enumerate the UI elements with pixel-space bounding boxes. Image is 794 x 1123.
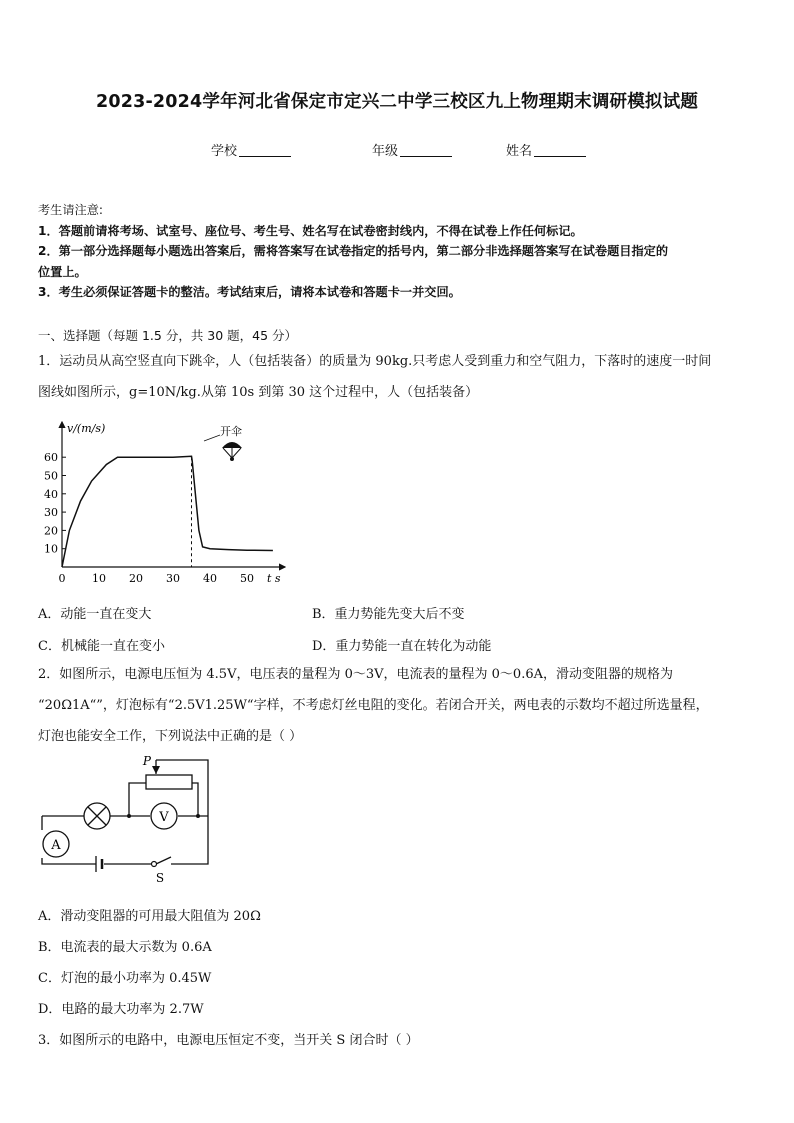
section-heading: 一、选择题（每题 1.5 分，共 30 题，45 分） (38, 328, 298, 343)
x-tick-label: 10 (92, 572, 106, 585)
ammeter-label: A (51, 838, 61, 853)
y-tick-label: 50 (44, 469, 58, 483)
q2-option-b[interactable]: B．电流表的最大示数为 0.6A (38, 940, 212, 955)
y-axis-label: v/(m/s) (67, 422, 106, 435)
chart-ticks (44, 451, 254, 585)
grade-label: 年级 (372, 144, 399, 159)
velocity-time-chart (30, 418, 290, 593)
school-label: 学校 (211, 144, 238, 159)
rheostat (146, 775, 192, 789)
open-chute-pointer (204, 435, 220, 441)
x-tick-label: 0 (58, 572, 66, 585)
x-axis-label: t s (267, 572, 281, 585)
name-label: 姓名 (506, 144, 533, 159)
grade-blank[interactable] (400, 144, 452, 157)
q1-option-d[interactable]: D．重力势能一直在转化为动能 (312, 639, 492, 654)
name-blank[interactable] (534, 144, 586, 157)
question-1-line: 图线如图所示，g=10N/kg.从第 10s 到第 30 这个过程中，人（包括装备） (38, 385, 479, 400)
question-1-line: 1．运动员从高空竖直向下跳伞，人（包括装备）的质量为 90kg.只考虑人受到重力和空气阻力，下落时的速度一时间 (38, 354, 712, 369)
question-2 (38, 659, 764, 752)
y-tick-label: 30 (44, 506, 58, 520)
q1-option-b[interactable]: B．重力势能先变大后不变 (312, 607, 465, 622)
question-3-line: 3．如图所示的电路中，电源电压恒定不变，当开关 S 闭合时（ ） (38, 1033, 419, 1048)
notice-block (38, 200, 762, 303)
x-tick-label: 50 (240, 572, 254, 585)
voltmeter-icon (151, 803, 177, 829)
x-tick-label: 20 (129, 572, 143, 585)
notice-item: 1．答题前请将考场、试室号、座位号、考生号、姓名写在试卷密封线内，不得在试卷上作任何标记。 (38, 223, 583, 238)
slider-arrow-icon (152, 766, 160, 774)
grade-field (372, 140, 452, 159)
x-tick-label: 40 (203, 572, 217, 585)
ammeter-icon (43, 831, 69, 857)
question-2-line: 2．如图所示，电源电压恒为 4.5V，电压表的量程为 0～3V，电流表的量程为 0～0.6A，滑动变阻器的规格为 (38, 667, 673, 682)
y-tick-label: 60 (44, 451, 58, 465)
parachute-icon (222, 442, 242, 461)
q1-option-a[interactable]: A．动能一直在变大 (38, 607, 152, 622)
lamp-icon (84, 803, 110, 829)
school-field (211, 140, 291, 159)
y-tick-label: 10 (44, 542, 58, 556)
question-2-line: “20Ω1A“”，灯泡标有“2.5V1.25W“字样，不考虑灯丝电阻的变化。若闭合开关，两电表的示数均不超过所选量程， (38, 698, 709, 713)
slider-label: P (142, 756, 151, 768)
notice-item: 3．考生必须保证答题卡的整洁。考试结束后，请将本试卷和答题卡一并交回。 (38, 285, 461, 299)
x-tick-label: 30 (166, 572, 180, 585)
open-chute-annotation: 开伞 (220, 425, 242, 438)
switch-label: S (155, 871, 165, 885)
velocity-series-line (62, 456, 273, 567)
notice-item: 位置上。 (38, 264, 87, 279)
q2-option-c[interactable]: C．灯泡的最小功率为 0.45W (38, 971, 212, 986)
name-field (506, 140, 586, 159)
school-blank[interactable] (239, 144, 291, 157)
y-tick-label: 40 (44, 487, 58, 501)
q1-option-c[interactable]: C．机械能一直在变小 (38, 639, 165, 654)
notice-head: 考生请注意: (38, 203, 104, 217)
y-tick-label: 20 (44, 524, 58, 538)
q2-option-a[interactable]: A．滑动变阻器的可用最大阻值为 20Ω (38, 909, 261, 924)
voltmeter-label: V (159, 810, 169, 825)
circuit-diagram (36, 756, 226, 886)
page-title: 2023-2024学年河北省保定市定兴二中学三校区九上物理期末调研模拟试题 (95, 92, 699, 112)
q2-option-d[interactable]: D．电路的最大功率为 2.7W (38, 1002, 204, 1017)
question-2-line: 灯泡也能安全工作，下列说法中正确的是（ ） (38, 729, 303, 744)
question-1 (38, 346, 764, 408)
notice-item: 2．第一部分选择题每小题选出答案后，需将答案写在试卷指定的括号内，第二部分非选择题答案写在试卷题目指定的 (38, 244, 669, 258)
